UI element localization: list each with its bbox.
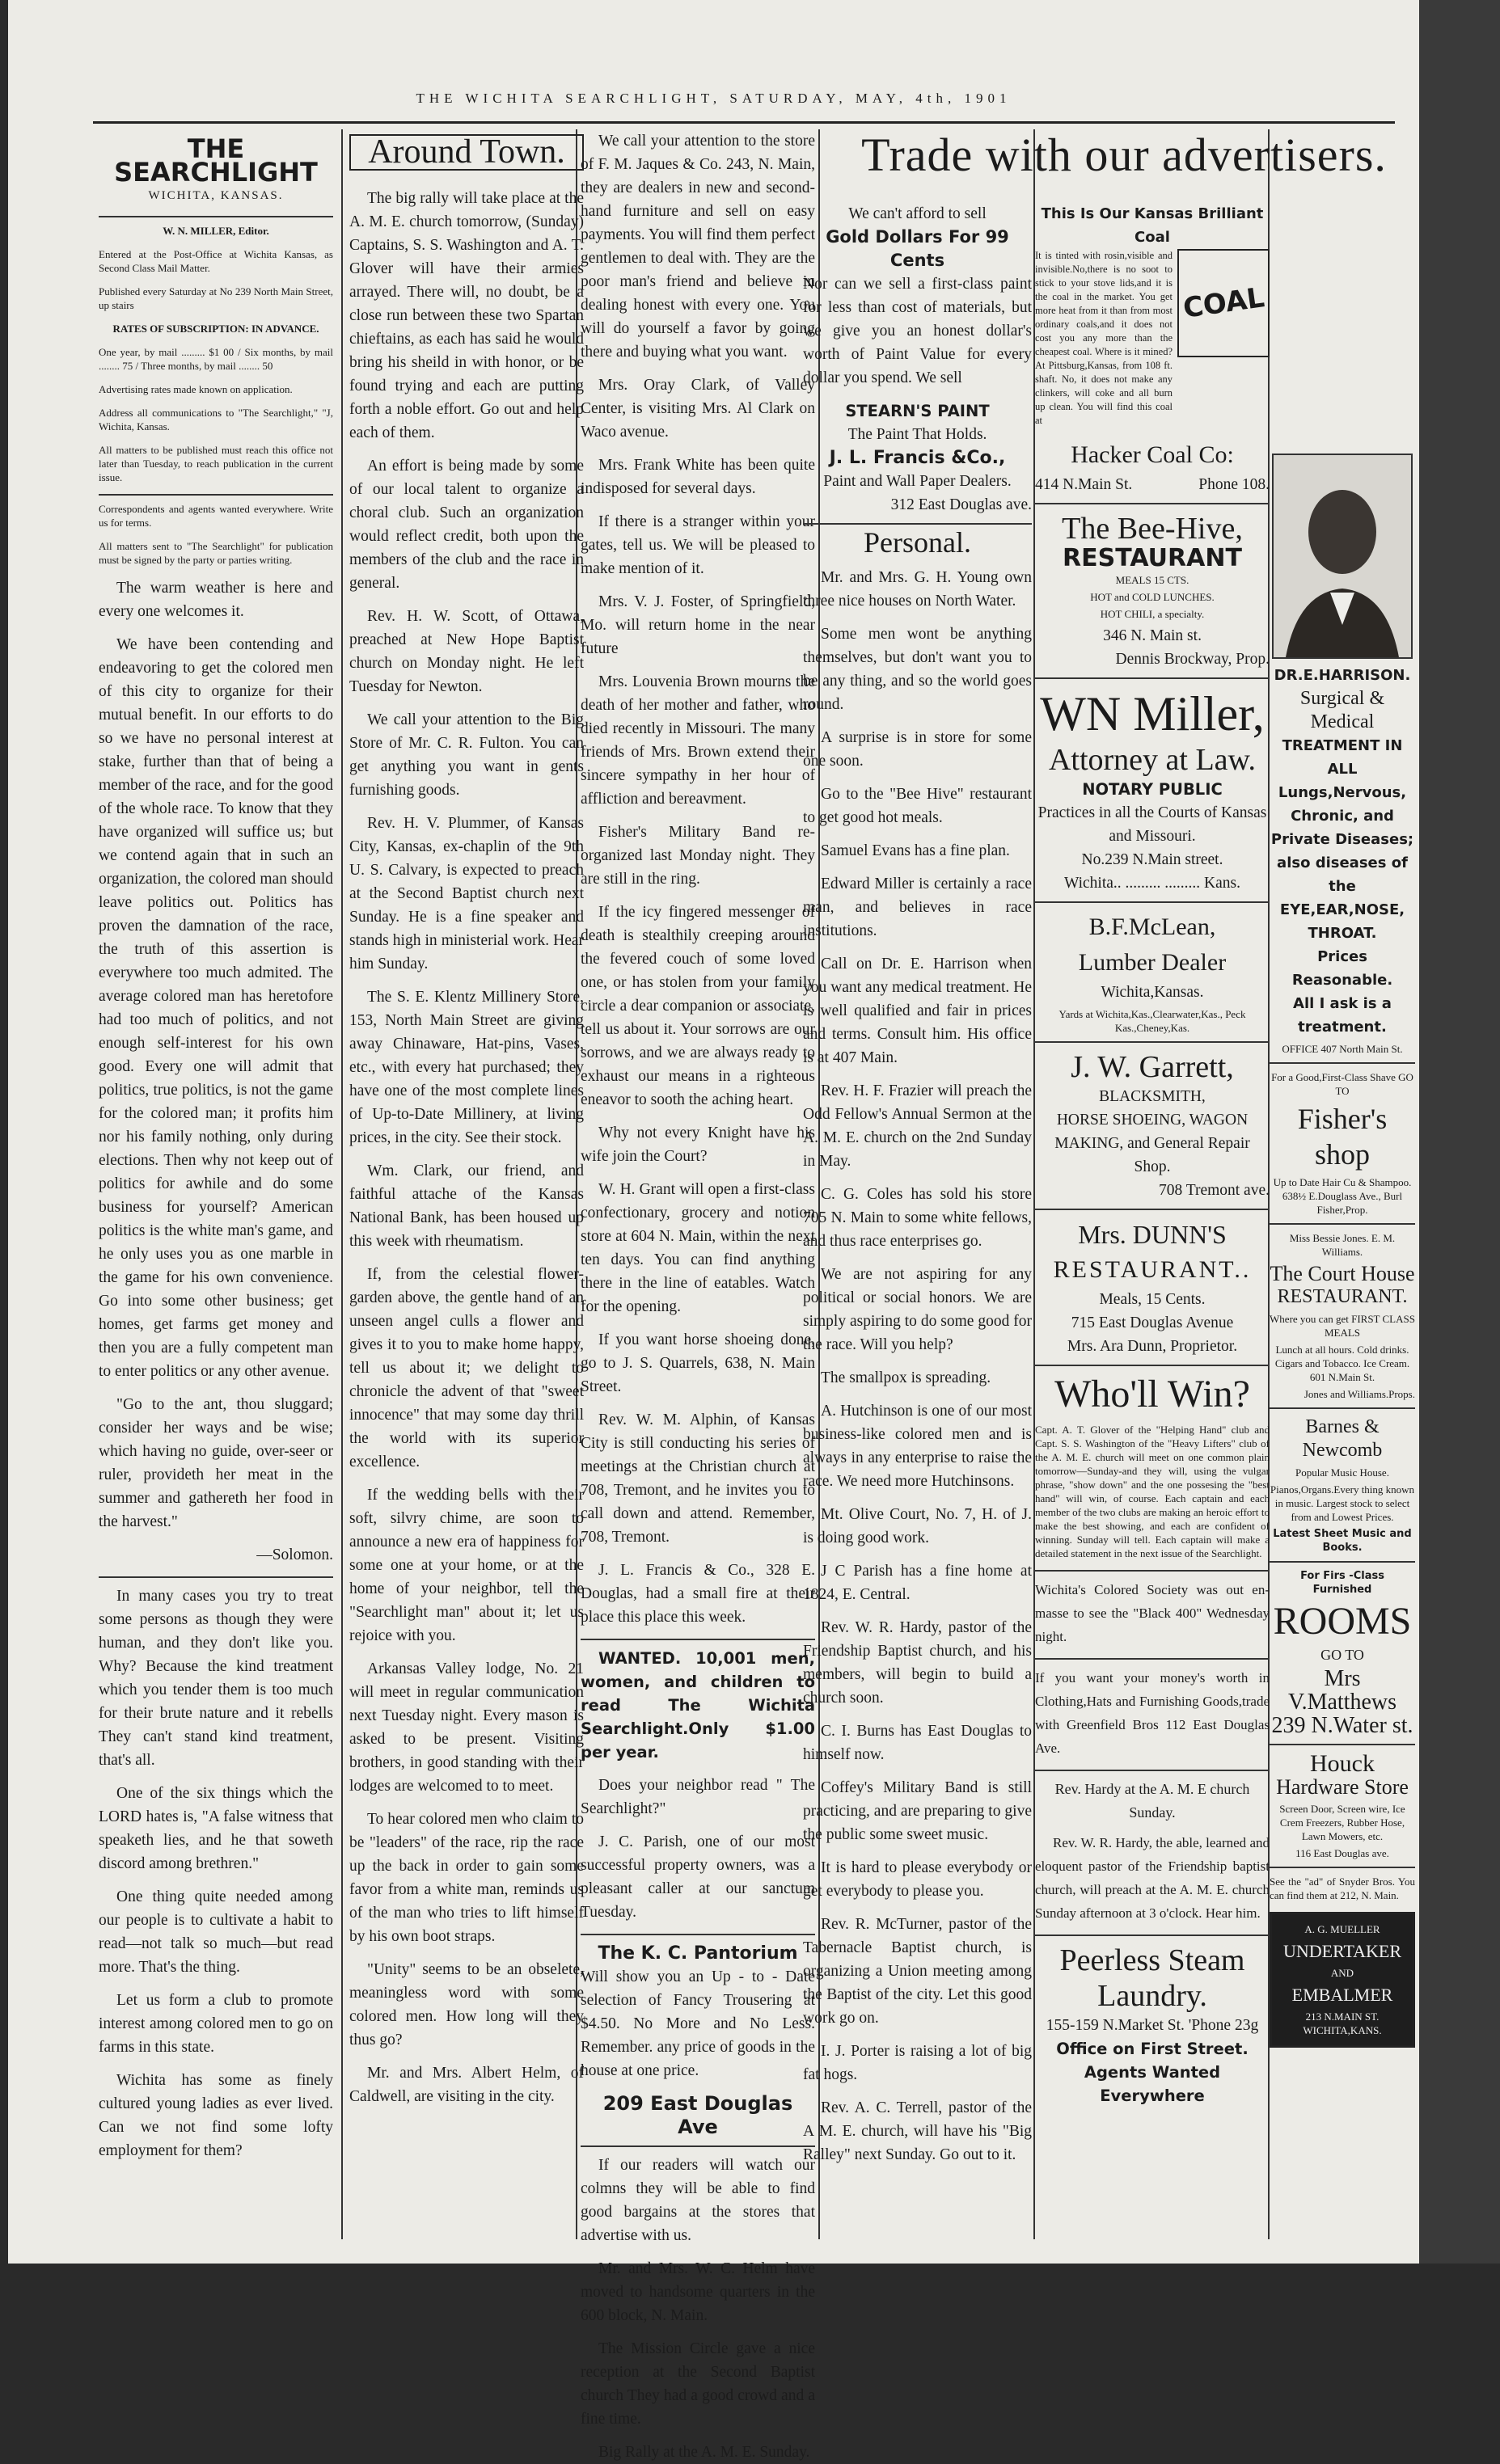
news-item: The S. E. Klentz Millinery Store, 153, North Main Street are giving away Chinaware, Hat-pins, Vases, etc., with every hat purchased; they have one of the most complete lines of Up-to-Date Millinery, at living prices, in the city. See their stock. <box>349 989 584 1146</box>
peerless-office: Office on First Street. <box>1056 2040 1249 2058</box>
rates-list: One year, by mail ......... $1 00 / Six months, by mail ........ 75 / Three months, by mail ........ 50 <box>99 346 333 372</box>
barnes-house: Popular Music House. <box>1295 1466 1389 1479</box>
doctor-name: DR.E.HARRISON. <box>1274 667 1411 684</box>
divider <box>1270 1062 1415 1064</box>
court-owners: Miss Bessie Jones. E. M. Williams. <box>1289 1232 1396 1258</box>
rooms-top: For Firs -Class Furnished <box>1300 1570 1384 1596</box>
coal-word: COAL <box>1181 281 1266 325</box>
news-item: Mrs. Oray Clark, of Valley Center, is visiting Mrs. Al Clark on Waco avenue. <box>581 377 815 441</box>
local-items <box>581 1774 815 1924</box>
news-item: It is hard to please everybody or get everybody to please you. <box>803 1859 1032 1900</box>
undertaker-address: 213 N.MAIN ST. WICHITA,KANS. <box>1303 2010 1382 2036</box>
news-item: W. H. Grant will open a first-class confectionary, grocery and notion store at 604 N. Main, within the next ten days. You can find anything there in the line of eatables. Watch for the opening. <box>581 1181 815 1315</box>
divider <box>99 216 333 217</box>
miller-address: No.239 N.Main street. <box>1081 851 1223 868</box>
garrett-name: J. W. Garrett, <box>1071 1050 1234 1084</box>
news-item: Mrs. Frank White has been quite indisposed for several days. <box>581 457 815 497</box>
news-item: Edward Miller is certainly a race man, and believes in race institutions. <box>803 875 1032 939</box>
miller-courts: Practices in all the Courts of Kansas and Missouri. <box>1037 804 1267 845</box>
news-item: C. G. Coles has sold his store 705 N. Main to some white fellows, and thus race enterprises go. <box>803 1186 1032 1250</box>
society-notice: Wichita's Colored Society was out en-masse to see the "Black 400" Wednesday night. <box>1035 1582 1270 1644</box>
bee-address: 346 N. Main st. <box>1103 627 1202 644</box>
news-item: The smallpox is spreading. <box>821 1369 991 1386</box>
houck-name: Houck <box>1310 1750 1375 1777</box>
news-item: C. I. Burns has East Douglas to himself now. <box>803 1723 1032 1763</box>
hacker-name: Hacker Coal Co: <box>1071 441 1234 468</box>
editorial-paragraph: One thing quite needed among our people is to cultivate a habit to read—not talk so much—but read more. That's the thing. <box>99 1888 333 1976</box>
column-editorial <box>99 129 333 2239</box>
news-item: Wm. Clark, our friend, and faithful attache of the Kansas National Bank, has been housed up this week with rheumatism. <box>349 1162 584 1250</box>
bee-name: The Bee-Hive, <box>1062 512 1243 546</box>
trade-banner: Trade with our advertisers. <box>861 129 1387 181</box>
rooms-ad <box>1270 1569 1415 1737</box>
page-header: THE WICHITA SEARCHLIGHT, SATURDAY, MAY, 4th, 1901 <box>416 91 1012 106</box>
sent-notice: All matters sent to "The Searchlight" for publication must be signed by the party or parties writing. <box>99 540 333 566</box>
news-item: We call your attention to the Big Store of Mr. C. R. Fulton. You can get anything you want in gents furnishing goods. <box>349 711 584 799</box>
news-item: Call on Dr. E. Harrison when you want any medical treatment. He is well qualified and fair in prices and terms. Consult him. His office is at 407 Main. <box>803 956 1032 1066</box>
editorial-paragraph: The warm weather is here and every one welcomes it. <box>99 580 333 620</box>
kc-title: The K. C. Pantorium <box>598 1943 798 1964</box>
column-ads-right <box>1270 449 1415 2239</box>
news-item: We call your attention to the store of F. M. Jaques & Co. 243, N. Main, they are dealers in new and second-hand furniture and sell on easy payments. You will find them perfect gentlemen to deal with. They are the poor man's friend and believe in dealing honest with every one. You will do yourself a favor by going there and buying what you want. <box>581 133 815 361</box>
editorial-quote: "Go to the ant, thou sluggard; consider her ways and be wise; which having no guide, over-seer or ruler, provideth her meat in the summer and gathereth her food in the harvest." <box>99 1396 333 1530</box>
firm-trade: Paint and Wall Paper Dealers. <box>823 473 1012 490</box>
divider <box>1270 1744 1415 1745</box>
editor-line: W. N. MILLER, Editor. <box>163 225 269 237</box>
divider <box>99 1576 333 1578</box>
news-item: Samuel Evans has a fine plan. <box>821 842 1010 859</box>
news-item: The big rally will take place at the A. M. E. church tomorrow, (Sunday) Captains, S. S. Washington and A. T. Glover will have their armies arrayed. There will, no doubt, be a close run between these two Spartan chieftains, as each has said he would bring his sheild in with honor, or be found trying and each are putting forth a noble effort. Go out and help each of them. <box>349 190 584 441</box>
undertaker-name: A. G. MUELLER <box>1304 1923 1380 1935</box>
column-locals <box>581 129 815 2461</box>
doctor-portrait <box>1272 454 1413 659</box>
dunn-prop: Mrs. Ara Dunn, Proprietor. <box>1067 1338 1238 1355</box>
divider <box>1035 1365 1270 1366</box>
houck-ad <box>1270 1752 1415 1860</box>
barnes-name: Barnes & Newcomb <box>1302 1416 1383 1461</box>
news-item: To hear colored men who claim to be "leaders" of the race, rip the race up the back in order to gain some favor from a white man, reminds us of the man who tries to lift himself by his own boot straps. <box>349 1811 584 1945</box>
kc-body: Will show you an Up - to - Date selection of Fancy Trousering at $4.50. No More and No Less. Remember. any price of goods in the house at one price. <box>581 1968 815 2079</box>
doctor-ask: All I ask is a treatment. <box>1293 995 1392 1036</box>
column-ads <box>1035 202 1270 2239</box>
news-item: Arkansas Valley lodge, No. 21 will meet in regular communication next Tuesday night. Every mason is asked to be present. Visiting brothers, in good standing with their lodges are welcomed to to meet. <box>349 1660 584 1795</box>
news-item: Mrs. Louvenia Brown mourns the death of her mother and father, who died recently in Missouri. The many friends of Mrs. Brown extend their sincere sympathy in her hour of affliction and bereavment. <box>581 673 815 808</box>
peerless-laundry: Laundry. <box>1097 1979 1207 2013</box>
miller-notary: NOTARY PUBLIC <box>1082 780 1223 799</box>
local-items <box>581 129 815 1629</box>
fisher-name: Fisher's shop <box>1297 1103 1388 1171</box>
editorial-paragraph: In many cases you try to treat some persons as though they were human, and they don't like you. Why? Because the kind treatment which you tender them is too much for their brute nature and it rebells They can't stand kind treatment, that's all. <box>99 1588 333 1769</box>
news-item: Does your neighbor read " The Searchlight?" <box>581 1777 815 1817</box>
news-item: Some men wont be anything themselves, but don't want you to be any thing, and so the world goes round. <box>803 626 1032 713</box>
divider <box>1035 1209 1270 1210</box>
dunn-address: 715 East Douglas Avenue <box>1071 1314 1234 1331</box>
ad-headline: Gold Dollars For 99 Cents <box>826 227 1009 270</box>
undertaker-ad <box>1270 1912 1415 2048</box>
peerless-address: 155-159 N.Market St. 'Phone 23g <box>1046 2017 1259 2034</box>
bee-meals: MEALS 15 CTS. <box>1115 574 1189 586</box>
miller-title: Attorney at Law. <box>1048 743 1257 777</box>
divider <box>1270 1867 1415 1868</box>
news-item: If, from the celestial flower-garden above, the gentle hand of an unseen angel culls a flower and gives it to you to make home happy, tell us about it; we delight to chronicle the advent of that "sweet innocence" that may some day thrill the world with its superior excellence. <box>349 1266 584 1470</box>
hardy-title: Rev. Hardy at the A. M. E church Sunday. <box>1054 1781 1250 1821</box>
news-item: Rev. H. V. Plummer, of Kansas City, Kansas, ex-chaplin of the 9th U. S. Calvary, is expected to preach at the Second Baptist church next Sunday. He is a fine speaker and stands high in ministerial work. Hear him Sunday. <box>349 815 584 973</box>
miller-name: WN Miller, <box>1040 687 1265 740</box>
fisher-ad <box>1270 1070 1415 1217</box>
dunn-ad <box>1035 1217 1270 1358</box>
editorial-paragraph: We have been contending and endeavoring to get the colored men of this city to organize for their mutual benefit. In our efforts to do so we have no personal interest at stake, further than that of being a member of the race, and for the good of the whole race. To know that they have organized will suffice us; but we contend again that in such an organization, the colored man should leave politics out. Politics has proven the damnation of the race, the truth of this assertion is everywhere too much admited. The average colored man has heretofore had too much of politics, and not enough self-interest for his own good. Every one will admit that politics, true politics, is not the game for the colored man; it profits him nor his family nothing, only during elections. Then why not keep out of politics for awhile and do some business for yourself? American politics is the white man's game, and he only uses you as one marble in the game for his own convenience. Go into some other business; get homes, get farms get money and then you are a fully competent man to enter politics or any other avenue. <box>99 636 333 1380</box>
published-notice: Published every Saturday at No 239 North Main Street, up stairs <box>99 285 333 311</box>
news-item: The Mission Circle gave a nice reception at the Second Baptist church They had a good crowd and a fine time. <box>581 2340 815 2428</box>
greenfield-notice: If you want your money's worth in Clothing,Hats and Furnishing Goods,trade with Greenfield Bros 112 East Douglas Ave. <box>1035 1670 1270 1756</box>
news-item: Coffey's Military Band is still practicing, and are preparing to give the public some sweet music. <box>803 1779 1032 1843</box>
rooms-name: Mrs V.Matthews <box>1287 1666 1397 1715</box>
who-will-win-title: Who'll Win? <box>1054 1373 1250 1416</box>
news-item: Mt. Olive Court, No. 7, H. of J. is doing good work. <box>803 1506 1032 1546</box>
news-item: We are not aspiring for any political or social honors. We are simply aspiring to do some good for the race. Will you help? <box>803 1266 1032 1353</box>
miller-ad <box>1035 686 1270 895</box>
houck-body: Screen Door, Screen wire, Ice Crem Freezers, Rubber Hose, Lawn Mowers, etc. <box>1279 1803 1405 1842</box>
entered-notice: Entered at the Post-Office at Wichita Kansas, as Second Class Mail Matter. <box>99 248 333 274</box>
news-item: Big Rally at the A. M. E. Sunday. <box>598 2444 810 2461</box>
news-item: Go to the "Bee Hive" restaurant to get good hot meals. <box>803 786 1032 826</box>
barnes-body: Pianos,Organs.Every thing known in music. Largest stock to select from and Lowest Prices. <box>1270 1483 1415 1523</box>
ad-body: Nor can we sell a first-class paint for less than cost of materials, but we give you an honest dollar's worth of Paint Value for every dollar you spend. We sell <box>803 276 1032 386</box>
divider <box>581 1639 815 1640</box>
dunn-name: Mrs. DUNN'S <box>1078 1220 1227 1249</box>
divider <box>1035 503 1270 504</box>
hacker-address: 414 N.Main St. <box>1035 476 1133 493</box>
news-item: If our readers will watch our colmns they will be able to find good bargains at the stores that advertise with us. <box>581 2157 815 2244</box>
news-item: Why not every Knight have his wife join the Court? <box>581 1124 815 1165</box>
news-item: An effort is being made by some of our local talent to organize a choral club. Such an organization would reflect credit, both upon the members of the club and the race in general. <box>349 458 584 592</box>
snyder-notice: See the "ad" of Snyder Bros. You can find them at 212, N. Main. <box>1270 1875 1415 1901</box>
garrett-address: 708 Tremont ave. <box>1158 1182 1270 1199</box>
dunn-meals: Meals, 15 Cents. <box>1099 1291 1206 1308</box>
paint-slogan: The Paint That Holds. <box>847 426 987 443</box>
divider <box>1035 1570 1270 1572</box>
news-item: A surprise is in store for some one soon. <box>803 729 1032 770</box>
ad-line: We can't afford to sell <box>848 205 987 222</box>
divider <box>1035 1658 1270 1660</box>
court-restaurant: RESTAURANT. <box>1277 1286 1408 1307</box>
news-item: Rev. H. W. Scott, of Ottawa, preached at New Hope Baptist church on Monday night. He left Tuesday for Newton. <box>349 608 584 695</box>
news-item: J. L. Francis & Co., 328 E. Douglas, had a small fire at their place this place this week. <box>581 1562 815 1626</box>
around-town-title: Around Town. <box>349 134 584 171</box>
divider <box>581 1934 815 1935</box>
column-rule <box>341 129 343 2239</box>
undertaker-title: UNDERTAKER <box>1282 1941 1402 1961</box>
court-props: Jones and Williams.Props. <box>1304 1388 1415 1400</box>
mclean-ad <box>1035 909 1270 1035</box>
court-name: The Court House <box>1270 1262 1415 1285</box>
miller-city: Wichita.. ......... ......... Kans. <box>1063 875 1240 892</box>
news-item: J. C. Parish, one of our most successful property owners, was a pleasant caller at our sanctum Tuesday. <box>581 1833 815 1921</box>
garrett-trade: BLACKSMITH, <box>1099 1088 1206 1105</box>
barnes-music: Latest Sheet Music and Books. <box>1273 1528 1412 1554</box>
firm-name: J. L. Francis &Co., <box>829 448 1006 468</box>
page-edge <box>1419 0 1500 2264</box>
kc-pantorium-ad <box>581 1942 815 2139</box>
rates-title: RATES OF SUBSCRIPTION: IN ADVANCE. <box>112 323 319 335</box>
matters-notice: All matters to be published must reach this office not later than Tuesday, to reach publication in the current issue. <box>99 444 333 483</box>
mclean-city: Wichita,Kansas. <box>1101 984 1204 1001</box>
coal-illustration <box>1177 249 1270 357</box>
masthead: THE SEARCHLIGHT <box>114 133 318 188</box>
coal-body: It is tinted with rosin,visible and invisible.No,there is no soot to stick to your stove lids,and it is the coal in the market. You get more heat from it than from most ordinary coals,and it does not cost you any more than the cheapest coal. Where is it mined? At Pittsburg,Kansas, from 108 ft. shaft. No, it does not make any clinkers, will coke and all burn up clean. You will find this coal at <box>1035 250 1173 426</box>
newspaper-page <box>8 0 1419 2461</box>
mclean-name: B.F.McLean, <box>1088 913 1216 940</box>
bee-restaurant: RESTAURANT <box>1063 544 1242 572</box>
news-item: If the wedding bells with their soft, silvry chime, are soon to announce a new era of happiness for some one at your home, or at the home of your neighbor, tell the "Searchlight man" about it; let us rejoice with you. <box>349 1487 584 1644</box>
news-item: Mr. and Mrs. G. H. Young own three nice houses on North Water. <box>803 569 1032 610</box>
column-personal <box>803 202 1032 2239</box>
hacker-phone: Phone 108. <box>1198 476 1270 493</box>
wanted-notice: WANTED. 10,001 men, women, and children to read The Wichita Searchlight.Only $1.00 per year. <box>581 1649 815 1762</box>
masthead-place: WICHITA, KANSAS. <box>148 189 284 202</box>
paint-name: STEARN'S PAINT <box>845 402 990 420</box>
undertaker-and: AND <box>1330 1967 1354 1979</box>
news-item: Rev. R. McTurner, pastor of the Tabernacle Baptist church, is organizing a Union meeting among the Baptist of the city. Let this good work go on. <box>803 1916 1032 2027</box>
divider <box>99 494 333 496</box>
divider <box>1035 1041 1270 1043</box>
houck-store: Hardware Store <box>1276 1775 1409 1799</box>
doctor-lungs: Lungs,Nervous, Chronic, and Private Diseases; <box>1270 784 1414 848</box>
news-item: Rev. A. C. Terrell, pastor of the A M. E. church, will have his "Big Ralley" next Sunday. Go out to it. <box>803 2099 1032 2163</box>
mclean-yards: Yards at Wichita,Kas.,Clearwater,Kas., Peck Kas.,Cheney,Kas. <box>1058 1008 1246 1034</box>
fisher-body: Up to Date Hair Cu & Shampoo. 638½ E.Douglass Ave., Burl Fisher,Prop. <box>1273 1176 1412 1216</box>
news-item: If the icy fingered messenger of death is stealthily creeping around the fevered couch of some loved one, or has stolen from your family circle a dear companion or associate, tell us about it. Your sorrows are our sorrows, and we are always ready to exhaust our means in a righteous eneavor to sooth the aching heart. <box>581 904 815 1108</box>
who-will-win-body: Capt. A. T. Glover of the "Helping Hand" club and Capt. S. S. Washington of the "Heavy Lifters" club of the A. M. E. church will meet on one common plain tomorrow—Sunday-and they will, using the vulgar phrase, "show down" and the one possesing the "best hand" will win, of course. Each captain and each member of the two clubs are making an heroic effort to make the best showing, and each are confident of winning. Sunday will tell. Each captain will make a detailed statement in the next issue of the Searchlight. <box>1035 1424 1270 1559</box>
divider <box>1035 1770 1270 1771</box>
dunn-restaurant: RESTAURANT.. <box>1053 1256 1252 1283</box>
doctor-treatment: TREATMENT IN ALL <box>1282 737 1403 778</box>
barnes-ad <box>1270 1416 1415 1555</box>
news-item: Rev. H. F. Frazier will preach the Odd Fellow's Annual Sermon at the A. M. E. church on the 2nd Sunday in May. <box>803 1082 1032 1170</box>
news-item: "Unity" seems to be an obselete, meaningless word with some colored men. How long will they thus go? <box>349 1961 584 2048</box>
court-menu: Lunch at all hours. Cold drinks. Cigars and Tobacco. Ice Cream. 601 N.Main St. <box>1274 1344 1410 1383</box>
news-item: Fisher's Military Band re-organized last Monday night. They are still in the ring. <box>581 824 815 888</box>
news-item: Rev. W. R. Hardy, pastor of the Friendship Baptist church, and his members, will begin to build a church soon. <box>803 1619 1032 1707</box>
news-item: If there is a stranger within your gates, tell us. We will be pleased to make mention of it. <box>581 513 815 577</box>
rooms-address: 239 N.Water st. <box>1271 1713 1413 1738</box>
divider <box>1270 1223 1415 1225</box>
local-items <box>581 2154 815 2464</box>
address-notice: Address all communications to "The Searchlight," "J, Wichita, Kansas. <box>99 407 333 432</box>
peerless-ad <box>1035 1943 1270 2107</box>
doctor-prices: Prices Reasonable. <box>1291 948 1393 989</box>
doctor-also: also diseases of the <box>1277 854 1408 895</box>
news-item: Mr. and Mrs. W. C. Helm have moved to handsome quarters in the 600 block, N. Main. <box>581 2260 815 2324</box>
harrison-ad <box>1270 664 1415 1056</box>
news-item: Mrs. V. J. Foster, of Springfield, Mo. will return home in the near future <box>581 593 815 657</box>
personal-items <box>803 566 1032 2167</box>
rooms-go: GO TO <box>1320 1647 1364 1663</box>
doctor-surgical: Surgical & Medical <box>1299 688 1385 732</box>
divider <box>1270 1407 1415 1409</box>
bee-prop: Dennis Brockway, Prop. <box>1115 651 1270 668</box>
quote-attribution: —Solomon. <box>256 1546 333 1563</box>
peerless-name: Peerless Steam <box>1059 1943 1245 1977</box>
news-item: I. J. Porter is raising a lot of big fat hogs. <box>803 2043 1032 2083</box>
news-item: J C Parish has a fine home at 1824, E. Central. <box>803 1563 1032 1603</box>
bee-hive-ad <box>1035 511 1270 671</box>
header-rule <box>93 121 1395 124</box>
personal-title: Personal. <box>864 526 971 559</box>
news-item: Mr. and Mrs. Albert Helm, of Caldwell, are visiting in the city. <box>349 2065 584 2105</box>
mclean-trade: Lumber Dealer <box>1078 949 1227 976</box>
editorial-paragraph: Wichita has some as finely cultured young ladies as ever lived. Can we not find some lofty employment for them? <box>99 2072 333 2159</box>
firm-address: 312 East Douglas ave. <box>890 496 1032 513</box>
bee-lunches: HOT and COLD LUNCHES. <box>1090 591 1215 603</box>
garrett-ad <box>1035 1049 1270 1202</box>
kc-address: 209 East Douglas Ave <box>602 2092 793 2138</box>
bee-chili: HOT CHILI, a specialty. <box>1100 608 1205 620</box>
fisher-top: For a Good,First-Class Shave GO TO <box>1271 1071 1413 1097</box>
divider <box>1270 1561 1415 1563</box>
news-item: A. Hutchinson is one of our most business-like colored men and is always in any enterprise to raise the race. We need more Hutchinsons. <box>803 1403 1032 1490</box>
around-town-items <box>349 187 584 2108</box>
advert-notice: Advertising rates made known on application. <box>99 383 293 395</box>
divider <box>1035 901 1270 903</box>
undertaker-embalmer: EMBALMER <box>1291 1985 1393 2005</box>
doctor-eye: EYE,EAR,NOSE, THROAT. <box>1279 901 1405 942</box>
coal-title: This Is Our Kansas Brilliant Coal <box>1041 205 1264 246</box>
news-item: Rev. W. M. Alphin, of Kansas City is still conducting his series of meetings at the Christian church at 708, Tremont, and he invites you to call down and attend. Remember, 708, Tremont. <box>581 1411 815 1546</box>
court-house-ad <box>1270 1231 1415 1401</box>
francis-paint-ad <box>803 202 1032 525</box>
peerless-agents: Agents Wanted Everywhere <box>1084 2063 1221 2105</box>
portrait-image <box>1274 455 1411 657</box>
divider <box>1035 1934 1270 1936</box>
divider <box>581 2145 815 2147</box>
divider <box>1035 677 1270 679</box>
houck-address: 116 East Douglas ave. <box>1295 1847 1389 1859</box>
correspondents-notice: Correspondents and agents wanted everywhere. Write us for terms. <box>99 503 333 529</box>
court-meals: Where you can get FIRST CLASS MEALS <box>1270 1313 1415 1339</box>
hardy-body: Rev. W. R. Hardy, the able, learned and eloquent pastor of the Friendship baptist church, will preach at the A. M. E. church Sunday afternoon at 3 o'clock. Hear him. <box>1035 1835 1270 1921</box>
editorial-paragraph: One of the six things which the LORD hates is, "A false witness that speaketh lies, and he that soweth discord among brethren." <box>99 1785 333 1872</box>
coal-ad <box>1035 202 1270 496</box>
news-item: If you want horse shoeing done, go to J. S. Quarrels, 638, N. Main Street. <box>581 1331 815 1395</box>
rooms-title: ROOMS <box>1273 1600 1412 1643</box>
garrett-services: HORSE SHOEING, WAGON MAKING, and General Repair Shop. <box>1054 1112 1250 1175</box>
editorial-paragraph: Let us form a club to promote interest among colored men to go on farms in this state. <box>99 1992 333 2056</box>
doctor-office: OFFICE 407 North Main St. <box>1282 1043 1403 1055</box>
column-around-town <box>349 129 584 2239</box>
